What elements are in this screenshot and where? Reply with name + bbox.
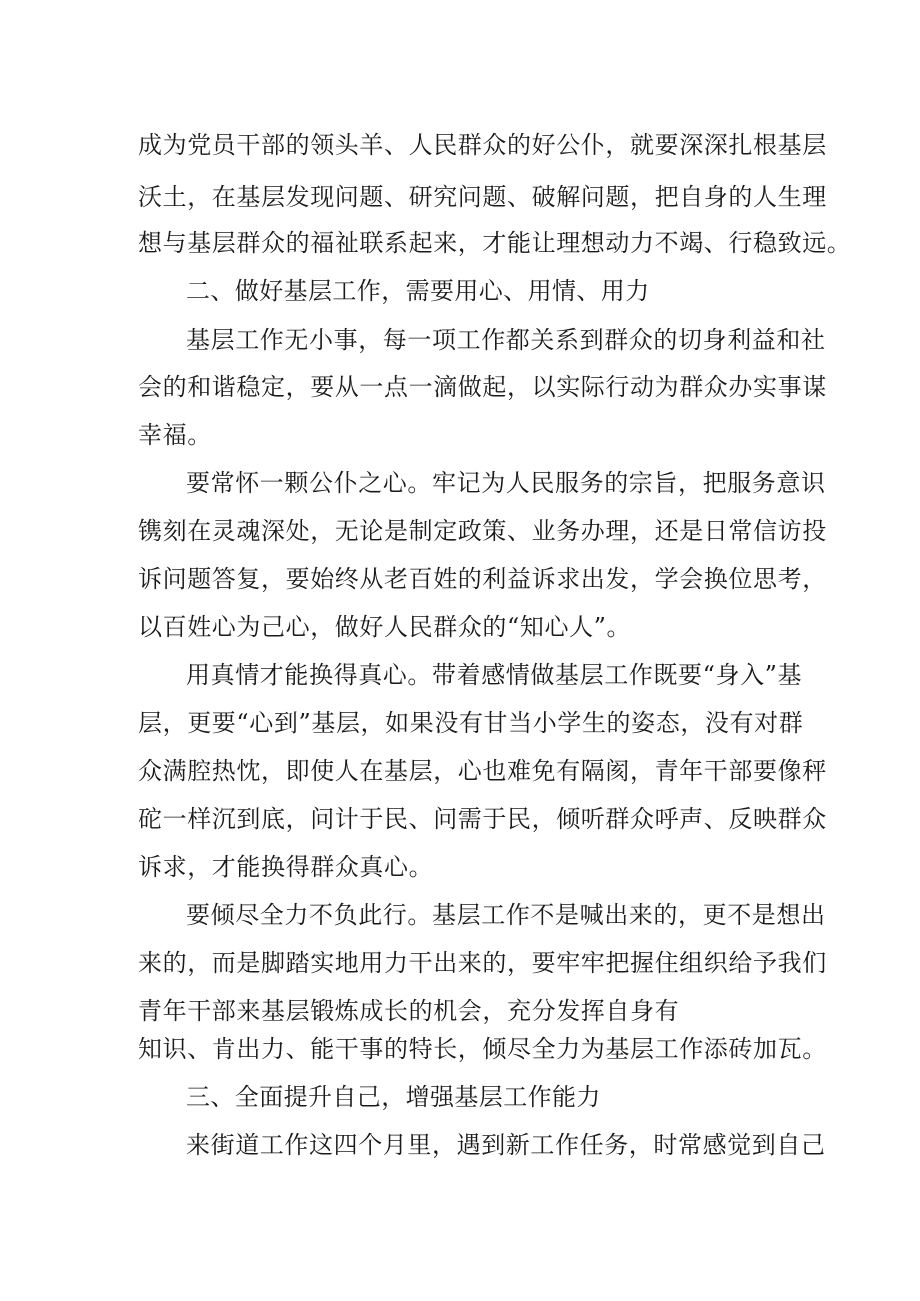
text-line: 会的和谐稳定，要从一点一滴做起，以实际行动为群众办实事谋 [138, 373, 827, 401]
text-line: 成为党员干部的领头羊、人民群众的好公仆，就要深深扎根基层 [138, 131, 827, 159]
text-line: 层，更要“心到”基层，如果没有甘当小学生的姿态，没有对群 [138, 709, 804, 737]
text-line: 砣一样沉到底，问计于民、问需于民，倾听群众呼声、反映群众 [138, 805, 827, 833]
text-line: 要倾尽全力不负此行。基层工作不是喊出来的，更不是想出 [186, 901, 826, 929]
text-line: 众满腔热忱，即使人在基层，心也难免有隔阂，青年干部要像秤 [138, 757, 827, 785]
text-line: 沃土，在基层发现问题、研究问题、破解问题，把自身的人生理 [138, 183, 827, 211]
section-heading-3: 三、全面提升自己，增强基层工作能力 [186, 1083, 601, 1111]
text-line: 要常怀一颗公仆之心。牢记为人民服务的宗旨，把服务意识 [186, 469, 826, 497]
text-line: 来街道工作这四个月里，遇到新工作任务，时常感觉到自己 [186, 1131, 826, 1159]
section-heading-2: 二、做好基层工作，需要用心、用情、用力 [186, 277, 650, 305]
text-line: 用真情才能换得真心。带着感情做基层工作既要“身入”基 [186, 661, 803, 689]
text-line: 诉求，才能换得群众真心。 [138, 853, 434, 881]
text-line: 想与基层群众的福祉联系起来，才能让理想动力不竭、行稳致远。 [138, 229, 852, 257]
text-line: 幸福。 [138, 421, 212, 449]
text-line: 基层工作无小事，每一项工作都关系到群众的切身利益和社 [186, 326, 826, 354]
text-line: 以百姓心为己心，做好人民群众的“知心人”。 [138, 613, 632, 641]
text-line: 青年干部来基层锻炼成长的机会，充分发挥自身有 [138, 997, 680, 1025]
text-line: 知识、肯出力、能干事的特长，倾尽全力为基层工作添砖加瓦。 [138, 1035, 827, 1063]
text-line: 镌刻在灵魂深处，无论是制定政策、业务办理，还是日常信访投 [138, 517, 827, 545]
text-line: 来的，而是脚踏实地用力干出来的，要牢牢把握住组织给予我们 [138, 949, 827, 977]
text-line: 诉问题答复，要始终从老百姓的利益诉求出发，学会换位思考， [138, 565, 827, 593]
